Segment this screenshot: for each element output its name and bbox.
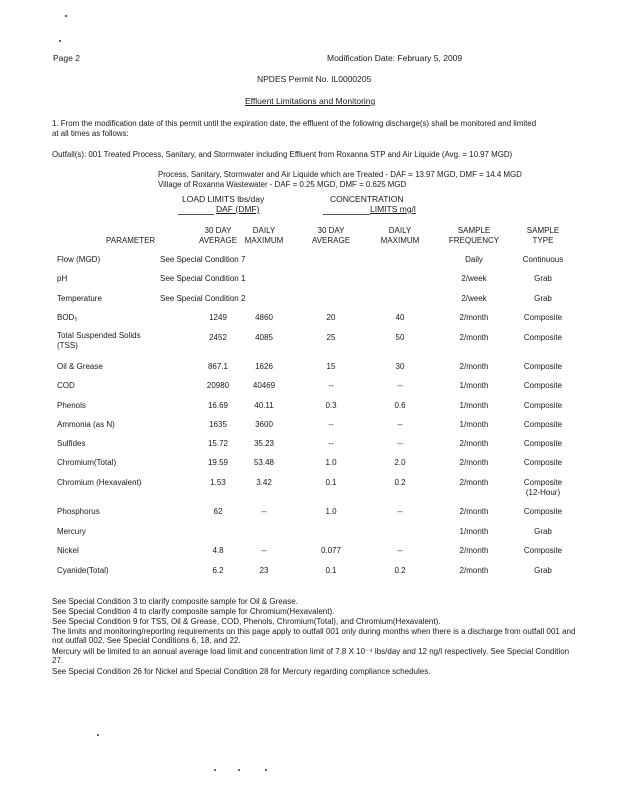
row-conc-max: -- bbox=[397, 439, 403, 448]
row-type: Composite bbox=[523, 546, 563, 555]
scan-speck bbox=[65, 15, 67, 17]
page-label: Page 2 bbox=[53, 53, 80, 63]
row-load-avg: 20980 bbox=[206, 381, 230, 390]
row-load-max: -- bbox=[261, 546, 267, 555]
row-parameter: Flow (MGD) bbox=[57, 255, 101, 264]
row-type: Composite bbox=[523, 401, 563, 410]
scan-speck bbox=[214, 769, 216, 771]
row-load-max: 40469 bbox=[252, 381, 276, 390]
row-load-max: 4860 bbox=[255, 313, 273, 322]
footnote: Mercury will be limited to an annual average load limit and concentration limit of 7.8 X 10⁻⁴ lbs/day and 12 ng/l respectively. See Special Condition 27. bbox=[52, 647, 570, 665]
permit-number: NPDES Permit No. IL0000205 bbox=[257, 74, 372, 84]
row-parameter: Chromium (Hexavalent) bbox=[57, 478, 142, 487]
footnote: The limits and monitoring/reporting requirements on this page apply to outfall 001 only during months when there is a discharge from outfall 001 and not outfall 002. See Special Conditions 6, 18, and 22. bbox=[52, 627, 576, 645]
row-type: Composite bbox=[523, 313, 563, 322]
row-conc-avg: 0.1 bbox=[325, 478, 337, 487]
row-conc-max: -- bbox=[397, 381, 403, 390]
row-type: Composite bbox=[523, 439, 563, 448]
row-freq: 2/month bbox=[459, 507, 489, 516]
concentration-header: CONCENTRATION bbox=[330, 194, 404, 204]
footnote: See Special Condition 9 for TSS, Oil & Grease, COD, Phenols, Chromium(Total), and Chromium(Hexavalent). bbox=[52, 617, 441, 626]
row-conc-avg: 0.3 bbox=[325, 401, 337, 410]
row-load-max: 40.11 bbox=[254, 401, 274, 410]
row-conc-max: 0.2 bbox=[394, 478, 406, 487]
row-parameter: Mercury bbox=[57, 527, 86, 536]
col-parameter: PARAMETER bbox=[106, 236, 156, 245]
row-parameter: Nickel bbox=[57, 546, 79, 555]
row-load-max: -- bbox=[261, 507, 267, 516]
scan-speck bbox=[97, 734, 99, 736]
row-parameter: Chromium(Total) bbox=[57, 458, 117, 467]
row-load-max: 1626 bbox=[255, 362, 273, 371]
row-freq: Daily bbox=[465, 255, 483, 264]
col-conc-avg: 30 DAY AVERAGE bbox=[311, 226, 351, 245]
row-conc-max: 2.0 bbox=[394, 458, 406, 467]
row-conc-max: 30 bbox=[395, 362, 405, 371]
row-load-max: 4085 bbox=[255, 333, 273, 342]
row-load-avg: 2452 bbox=[209, 333, 227, 342]
row-load-avg-span: See Special Condition 2 bbox=[160, 294, 246, 303]
scan-speck bbox=[59, 40, 61, 42]
row-type: Composite (12-Hour) bbox=[523, 478, 563, 497]
col-conc-max: DAILY MAXIMUM bbox=[380, 226, 420, 245]
modification-date: Modification Date: February 5, 2009 bbox=[327, 53, 463, 63]
row-conc-max: 40 bbox=[395, 313, 405, 322]
row-freq: 2/month bbox=[459, 313, 489, 322]
row-freq: 2/month bbox=[459, 362, 489, 371]
row-conc-max: -- bbox=[397, 420, 403, 429]
row-conc-avg: 1.0 bbox=[325, 507, 337, 516]
row-conc-max: -- bbox=[397, 507, 403, 516]
footnote: See Special Condition 3 to clarify composite sample for Oil & Grease. bbox=[52, 597, 298, 606]
row-load-max: 3.42 bbox=[256, 478, 272, 487]
row-parameter: Phosphorus bbox=[57, 507, 100, 516]
row-conc-avg: -- bbox=[328, 439, 334, 448]
row-freq: 2/month bbox=[459, 439, 489, 448]
footnote: See Special Condition 4 to clarify composite sample for Chromium(Hexavalent). bbox=[52, 607, 335, 616]
row-load-avg: 867.1 bbox=[207, 362, 229, 371]
row-load-max: 53.48 bbox=[253, 458, 275, 467]
footnote: See Special Condition 26 for Nickel and Special Condition 28 for Mercury regarding compliance schedules. bbox=[52, 667, 431, 676]
col-load-max: DAILY MAXIMUM bbox=[244, 226, 284, 245]
row-load-max: 35.23 bbox=[253, 439, 275, 448]
row-type: Composite bbox=[523, 362, 563, 371]
row-parameter: Cyanide(Total) bbox=[57, 566, 109, 575]
row-type: Grab bbox=[534, 274, 552, 283]
row-conc-avg: -- bbox=[328, 381, 334, 390]
row-load-max: 3600 bbox=[255, 420, 273, 429]
row-parameter: COD bbox=[57, 381, 75, 390]
row-load-max: 23 bbox=[259, 566, 269, 575]
row-parameter: pH bbox=[57, 274, 68, 283]
scan-speck bbox=[238, 769, 240, 771]
row-type: Composite bbox=[523, 507, 563, 516]
row-freq: 2/month bbox=[459, 478, 489, 487]
row-conc-avg: 0.077 bbox=[320, 546, 342, 555]
row-freq: 2/month bbox=[459, 566, 489, 575]
flow-line-2: Village of Roxanna Wastewater - DAF = 0.25 MGD, DMF = 0.625 MGD bbox=[158, 180, 407, 189]
row-conc-avg: 0.1 bbox=[325, 566, 337, 575]
row-conc-avg: 25 bbox=[326, 333, 336, 342]
load-limits-rule bbox=[178, 214, 214, 215]
row-conc-max: 50 bbox=[395, 333, 405, 342]
row-type: Grab bbox=[534, 294, 552, 303]
row-freq: 1/month bbox=[459, 401, 489, 410]
row-type: Composite bbox=[523, 381, 563, 390]
row-conc-avg: 15 bbox=[326, 362, 336, 371]
row-load-avg: 1.53 bbox=[210, 478, 226, 487]
row-freq: 2/month bbox=[459, 458, 489, 467]
row-load-avg: 1249 bbox=[209, 313, 227, 322]
row-freq: 2/month bbox=[459, 333, 489, 342]
col-load-avg: 30 DAY AVERAGE bbox=[198, 226, 238, 245]
row-type: Grab bbox=[534, 566, 552, 575]
outfall-line: Outfall(s): 001 Treated Process, Sanitary, and Stormwater including Effluent from Roxanna STP and Air Liquide (Avg. = 10.97 MGD) bbox=[52, 150, 513, 159]
load-limits-header: LOAD LIMITS lbs/day bbox=[182, 194, 265, 204]
row-load-avg-span: See Special Condition 1 bbox=[160, 274, 246, 283]
row-freq: 1/month bbox=[459, 420, 489, 429]
row-load-avg: 62 bbox=[213, 507, 223, 516]
row-conc-max: 0.6 bbox=[394, 401, 406, 410]
row-load-avg: 19.59 bbox=[207, 458, 229, 467]
concentration-subheader: LIMITS mg/l bbox=[370, 204, 416, 214]
flow-line-1: Process, Sanitary, Stormwater and Air Liquide which are Treated - DAF = 13.97 MGD, DMF = 14.4 MGD bbox=[158, 170, 522, 179]
row-parameter: Phenols bbox=[57, 401, 86, 410]
row-load-avg: 6.2 bbox=[212, 566, 224, 575]
row-load-avg: 4.8 bbox=[212, 546, 224, 555]
row-type: Composite bbox=[523, 458, 563, 467]
row-freq: 1/month bbox=[459, 527, 489, 536]
row-parameter: Sulfides bbox=[57, 439, 86, 448]
row-conc-avg: -- bbox=[328, 420, 334, 429]
row-type: Composite bbox=[523, 420, 563, 429]
row-conc-avg: 1.0 bbox=[325, 458, 337, 467]
row-freq: 2/month bbox=[459, 546, 489, 555]
row-conc-max: -- bbox=[397, 546, 403, 555]
row-type: Composite bbox=[523, 333, 563, 342]
concentration-rule bbox=[323, 214, 370, 215]
row-parameter: Temperature bbox=[57, 294, 102, 303]
row-load-avg: 1635 bbox=[209, 420, 227, 429]
row-freq: 1/month bbox=[459, 381, 489, 390]
section-title: Effluent Limitations and Monitoring bbox=[245, 96, 376, 106]
row-parameter: BOD₅ bbox=[57, 313, 78, 322]
scan-speck bbox=[265, 769, 267, 771]
row-parameter: Ammonia (as N) bbox=[57, 420, 115, 429]
row-load-avg-span: See Special Condition 7 bbox=[160, 255, 246, 264]
row-freq: 2/week bbox=[461, 294, 487, 303]
intro-line-1: 1. From the modification date of this permit until the expiration date, the effluent of the following discharge(s) shall be monitored and limited bbox=[52, 119, 537, 128]
row-parameter: Total Suspended Solids (TSS) bbox=[57, 331, 141, 350]
col-sample-type: SAMPLE TYPE bbox=[526, 226, 560, 245]
row-type: Continuous bbox=[522, 255, 564, 264]
load-limits-subheader: DAF (DMF) bbox=[216, 204, 260, 214]
row-load-avg: 16.69 bbox=[207, 401, 229, 410]
col-sample-frequency: SAMPLE FREQUENCY bbox=[448, 226, 500, 245]
intro-line-2: at all times as follows: bbox=[52, 129, 129, 138]
row-conc-avg: 20 bbox=[326, 313, 336, 322]
row-parameter: Oil & Grease bbox=[57, 362, 103, 371]
row-freq: 2/week bbox=[461, 274, 487, 283]
row-conc-max: 0.2 bbox=[394, 566, 406, 575]
row-type: Grab bbox=[534, 527, 552, 536]
row-load-avg: 15.72 bbox=[207, 439, 229, 448]
